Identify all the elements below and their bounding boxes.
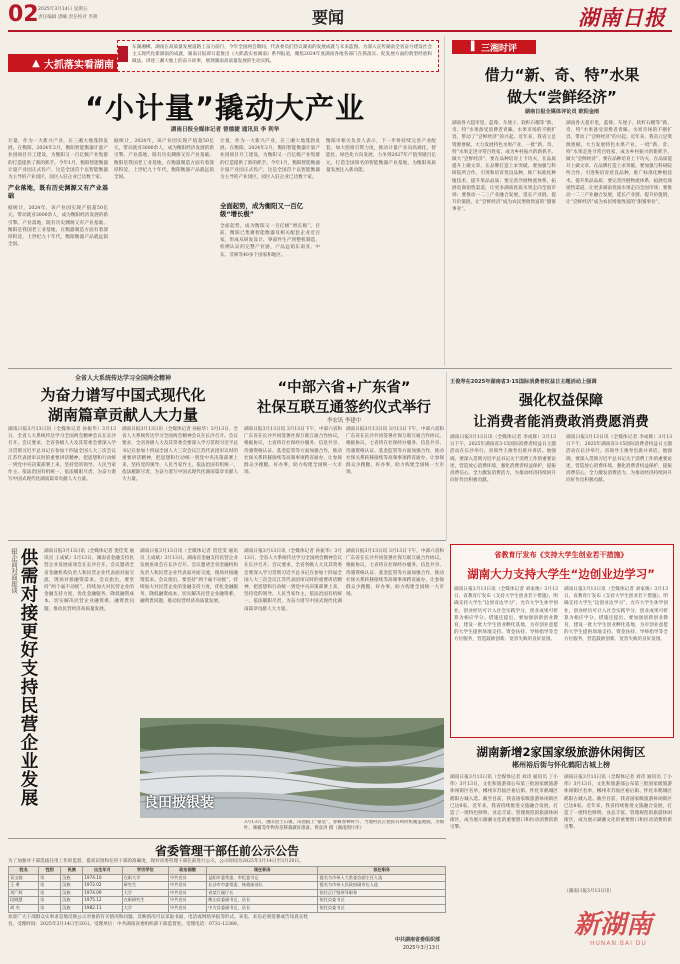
col-ethnicity: 民族 [61,867,83,875]
notice-issuer: 中共湖南省委组织部 [394,937,440,943]
date-line: 2025年3月14日 星期五 [38,7,88,12]
footer-line: （湖南日报3月13日讯） [564,889,615,894]
section-rule-1 [8,368,672,369]
boxed-text-2: 湖南日报3月13日讯（全媒体记者 刘家俊）3月13日，省教育厅发布《支持大学生创业若干措施》，明确支持大学生“边创业边学习”，允许大学生休学创业，创业经历可计入社会实践学分，创业成果可折算为相应学分。措施还提出，要加强创新创业教育，建设一批大学生创业孵化基地，为有创业意愿的大学生提供场地支持、资金扶持、导师指导等全方位服务，营造鼓励创新、宽容失败的良好氛围。 [564,587,668,643]
watermark-sub: HUNAN.BAI DU [590,940,647,947]
col-party: 政治面貌 [168,867,206,875]
column-tag-label: 三湘时评 [480,43,517,54]
editors-line: 责任编辑 唐曦 责任校对 李燕 [38,15,98,20]
table-row: 胡 杰 男 汉族 1982.11 大学 中共党员 中方县委副书记、县长 拟任县委书记 [9,904,446,912]
right-col-divider-2 [446,372,447,540]
tourism-subhead: 郴州裕后街与怀化鹤阳古城上榜 [512,761,610,769]
photo-caption: 3月13日，遵山县土石镇，田园披上“银装”，春耕春种时节，当地村民正抢抓有利时机覆盖地膜，为烟叶、辣椒等作物育苗移栽做好准备。黄彦涛 摄（湖南图片库） [244,820,444,831]
tourism-text-2: 湖南日报3月13日讯（全媒体记者 刘诗 通讯员 丁小伟）3月13日，文化和旅游部公布第三批国家级旅游休闲街区名单，郴州市苏仙区裕后街、怀化市鹤城区鹤阳古城入选。截至目前，我省国家级旅游休闲街区已达8家。近年来，我省持续推进文旅融合发展，打造了一批特色鲜明、业态丰富、管理规范的旅游休闲街区，成为展示湖湘文化的重要窗口和拉动消费的新引擎。 [564,775,672,831]
notice-footer: 欢迎广大干部群众实事求是地反映公示对象的有关情况和问题。反映情况可以采取书面、电话或网络举报等形式。来电、来信必须签署或告知真实姓名。受理时间：2025年3月14日至20日。受理单位：中共湖南省委组织部干部监督处。受理电话：0731-12380。 [8,915,308,928]
header-rule [8,30,672,32]
commentary-text-1: 湖南各大超市里，蓝莓、车厘子、软籽石榴等“新、奇、特”水果备受消费者青睐。水果市场的不断扩容，带动了“尝鲜经济”的兴起。近年来，我省立足资源禀赋，大力发展特色水果产业，一批“新、奇、特”水果走进寻常百姓家，成为乡村振兴的新抓手。做大“尝鲜经济”，要在品种培育上下功夫，在品质提升上做文章，在品牌打造上求突破。要加强与科研院所合作，引进和培育优良品种，推广标准化种植技术，提升果品品质；要完善冷链物流体系，拓展电商销售渠道，让更多湖南优质水果走向全国市场；要推动一二三产业融合发展，延长产业链、提升价值链，让“尝鲜经济”成为农民增收致富的“甜蜜事业”。 [452,121,556,213]
private-kicker-vertical: 银企面对面座谈 [10,548,18,594]
table-row: 刘广辉 男 汉族 1974.09 大学 中共党员 省某厅副厅长 拟任正厅级领导职务 [9,889,446,897]
crossborder-headline-2: 社保互联互通签约仪式举行 [257,400,431,416]
page-number: 02 [8,2,39,27]
lead-col-4: 衡阳市相关负责人表示，下一步将持续完善产业配套，加大招商引资力度，推动计量产业向高端化、智能化、绿色化方向发展，力争到2027年产值突破百亿元，打造全国知名的智能衡器产业基地，为衡阳高质量发展注入新动能。 [326,139,436,173]
tourism-headline: 湖南新增2家国家级旅游休闲街区 [476,745,646,759]
table-row: 王 勇 男 汉族 1972.02 研究生 中共党员 长沙市市委常委、统战部部长 提名为市州人民政府副市长人选 [9,882,446,890]
col-birth: 出生年月 [83,867,122,875]
section-rule-2 [8,540,446,541]
lead-headline: “小计量”撬动大产业 [84,91,366,125]
theory-headline-1: 为奋力谱写中国式现代化 [40,386,206,404]
boxed-kicker: 省教育厅发布《支持大学生创业若干措施》 [494,551,628,559]
tourism-text-1: 湖南日报3月13日讯（全媒体记者 刘诗 通讯员 丁小伟）3月13日，文化和旅游部公布第三批国家级旅游休闲街区名单，郴州市苏仙区裕后街、怀化市鹤城区鹤阳古城入选。截至目前，我省国家级旅游休闲街区已达8家。近年来，我省持续推进文旅融合发展，打造了一批特色鲜明、业态丰富、管理规范的旅游休闲街区，成为展示湖湘文化的重要窗口和拉动消费的新引擎。 [450,775,558,831]
lead-subhead-1: 产业落地，既有历史渊源又有产业基础 [8,185,108,201]
theory-headline-2: 湖南篇章贡献人大力量 [47,406,198,424]
section-title: 要闻 [312,8,345,27]
lead-subhead-2: 全面起势，成为衡阳又一百亿级“增长极” [220,202,304,219]
column-tag-icon: ▌ [471,42,478,52]
private-headline-vertical: 供需对接更好支持民营企业发展 [18,548,38,807]
consumer-headline-2: 让消费者能消费敢消费愿消费 [473,414,649,430]
newspaper-logo: 湖南日报 [578,5,666,30]
table-row: 段晓慧 男 汉族 1975.12 在职研究生 中共党员 衡山县委副书记、县长 拟任县委书记 [9,897,446,905]
lead-col-2: 据统计，2024年，该产业园实现产值超50亿元，带动就业3000余人，成为衡阳经济发展的新引擎。产业落地，既有历史渊源又有产业基础。衡阳是我国老工业基地，在衡器制造方面有着深厚积淀，上世纪九十年代，衡阳衡器产品就远销全国。 [114,139,214,181]
lead-byline: 湖南日报全媒体记者 曾德捷 通讯员 李 利华 [170,127,280,133]
col-gender: 性别 [39,867,61,875]
lead-col-3: 全面起势，成为衡阳又一百亿级“增长极”。目前，衡阳已集聚智能衡器及相关配套企业近百家，形成从研发设计、零部件生产到整机制造、检测认证的完整产业链，产品远销东南亚、中东、非洲等40多个国家和地区。 [220,223,320,258]
lead-col-3-top: 计量，作为一大新兴产业，在三湘大地蓬勃发展。在衡阳，2024年2月，衡阳智能衡器计量产业园项目开工建设，为衡阳又一百亿级产业集群的打造提供了新的抓手。今年1月，衡阳智能衡器计量产业园正式投产，这是全国首个以智能衡器为主导的产业园区，园区入驻企业已达数十家。 [220,139,320,181]
lead-col-3-wrap [220,138,320,363]
commentary-byline: 湖南日报全媒体评论员 欧阳金雨 [524,109,600,115]
intro-badge [118,46,128,62]
private-text-1: 湖南日报3月13日讯（全媒体记者 贺佳雯 通讯员 王成斌）3月13日，湖南省金融支持民营企业发展座谈会在长沙召开。会议邀请全省金融机构负责人和民营企业代表面对面交流，现场对接融资需求。会议指出，要坚持“两个毫不动摇”，持续加大对民营企业的金融支持力度，优化金融服务，降低融资成本，切实解决民营企业融资难、融资贵问题，推动民营经济高质量发展。 [44,549,134,612]
right-col-divider [444,36,445,366]
notice-issue-date: 2025年3月13日 [402,945,440,951]
section-rule-3 [8,838,446,839]
commentary-headline-1: 借力“新、奇、特”水果 [484,66,640,84]
theory-text-2: 湖南日报3月13日讯（全媒体记者 孙振华）3月13日，全省人大系统传达学习全国两会精神会议在长沙召开。会议要求，全省各级人大及其常委会要深入学习贯彻习近平总书记在参加十四届全国人大三次会议江苏代表团审议时的重要讲话精神，把思想和行动统一到党中央决策部署上来，坚持党的领导、人民当家作主、依法治国有机统一，依法履职尽责，为奋力谱写中国式现代化湖南篇章贡献人大力量。 [122,427,238,483]
commentary-text-2: 湖南各大超市里，蓝莓、车厘子、软籽石榴等“新、奇、特”水果备受消费者青睐。水果市场的不断扩容，带动了“尝鲜经济”的兴起。近年来，我省立足资源禀赋，大力发展特色水果产业，一批“新、奇、特”水果走进寻常百姓家，成为乡村振兴的新抓手。做大“尝鲜经济”，要在品种培育上下功夫，在品质提升上做文章，在品牌打造上求突破。要加强与科研院所合作，引进和培育优良品种，推广标准化种植技术，提升果品品质；要完善冷链物流体系，拓展电商销售渠道，让更多湖南优质水果走向全国市场；要推动一二三产业融合发展，延长产业链、提升价值链，让“尝鲜经济”成为农民增收致富的“甜蜜事业”。 [566,121,672,206]
col-proposed-post: 拟任职务 [318,867,446,875]
photo-title-overlay: 良田披银装 [144,795,214,811]
col-education: 学历学位 [122,867,168,875]
notice-intro: 为了加强对干部选拔任用工作的监督，提高识别和任用干部的准确度，现对省委管理干部任前进行公示，公示时间为2025年3月14日至3月20日。 [8,859,304,864]
col-name: 姓名 [9,867,39,875]
boxed-headline: 湖南大力支持大学生“边创业边学习” [467,567,655,581]
table-row: 袁文骏 男 汉族 1974.10 在职大学 中共党员 益阳市委常委、市纪委书记 提名为市州人大常委会副主任人选 [9,874,446,882]
commentary-headline-2: 做大“尝鲜经济” [507,88,617,106]
boxed-text-1: 湖南日报3月13日讯（全媒体记者 刘家俊）3月13日，省教育厅发布《支持大学生创业若干措施》，明确支持大学生“边创业边学习”，允许大学生休学创业，创业经历可计入社会实践学分，创业成果可折算为相应学分。措施还提出，要加强创新创业教育，建设一批大学生创业孵化基地，为有创业意愿的大学生提供场地支持、资金扶持、导师指导等全方位服务，营造鼓励创新、宽容失败的良好氛围。 [454,587,558,643]
crossborder-text-2: 湖南日报3月13日讯 3月13日下午，中部六省和广东省在长沙共同签署社保互联互通合作协议。根据协议，七省将在社保经办服务、信息共享、待遇资格认证、基金监管等方面加强合作，推动社保关系转移接续等高频事项跨省通办，让参保群众少跑腿、好办事，助力构建全国统一大市场。 [346,427,444,476]
notice-table [8,866,446,913]
consumer-text-2: 湖南日报3月13日讯（全媒体记者 李成辉）3月13日下午，2025年湖南省3·15国际消费者权益日主题活动在长沙举行。省领导王俊寿出席并讲话。他强调，要深入贯彻习近平总书记关于消费工作的重要论述，营造放心消费环境，强化消费者权益保护，提振消费信心，全力激发消费活力，为推动经济持续回升向好作出积极贡献。 [566,435,672,484]
crossborder-text-1: 湖南日报3月13日讯 3月13日下午，中部六省和广东省在长沙共同签署社保互联互通合作协议。根据协议，七省将在社保经办服务、信息共享、待遇资格认证、基金监管等方面加强合作，推动社保关系转移接续等高频事项跨省通办，让参保群众少跑腿、好办事，助力构建全国统一大市场。 [244,427,342,476]
theory-text-1: 湖南日报3月13日讯（全媒体记者 孙振华）3月13日，全省人大系统传达学习全国两会精神会议在长沙召开。会议要求，全省各级人大及其常委会要深入学习贯彻习近平总书记在参加十四届全国人大三次会议江苏代表团审议时的重要讲话精神，把思想和行动统一到党中央决策部署上来，坚持党的领导、人民当家作主、依法治国有机统一，依法履职尽责，为奋力谱写中国式现代化湖南篇章贡献人大力量。 [8,427,116,483]
private-text-4: 湖南日报3月13日讯 3月13日下午，中部六省和广东省在长沙共同签署社保互联互通合作协议。根据协议，七省将在社保经办服务、信息共享、待遇资格认证、基金监管等方面加强合作，推动社保关系转移接续等高频事项跨省通办，让参保群众少跑腿、好办事，助力构建全国统一大市场。 [346,549,444,598]
series-tag-icon: ▲ [32,57,40,69]
crossborder-headline-1: “中部六省+广东省” [277,380,411,396]
photo-credit: 黄彦涛 摄（湖南图片库） [314,825,364,831]
column-tag [452,40,536,54]
col-current-post: 现任职务 [207,867,318,875]
theory-kicker: 全省人大系统传达学习全国两会精神 [74,375,171,382]
notice-headline: 省委管理干部任前公示公告 [154,844,299,858]
consumer-text-1: 湖南日报3月13日讯（全媒体记者 李成辉）3月13日下午，2025年湖南省3·15国际消费者权益日主题活动在长沙举行。省领导王俊寿出席并讲话。他强调，要深入贯彻习近平总书记关于消费工作的重要论述，营造放心消费环境，强化消费者权益保护，提振消费信心，全力激发消费活力，为推动经济持续回升向好作出积极贡献。 [450,435,556,484]
terraced-field-photo [140,718,444,818]
lead-col-1: 计量，作为一大新兴产业，在三湘大地蓬勃发展。在衡阳，2024年2月，衡阳智能衡器计量产业园项目开工建设，为衡阳又一百亿级产业集群的打造提供了新的抓手。今年1月，衡阳智能衡器计量产业园正式投产，这是全国首个以智能衡器为主导的产业园区，园区入驻企业已达数十家。 产业落地，既有历史渊源又有产业基础 据统计，2024年，该产业园实现产值超50亿元，带动就业3000余人，成为衡阳经济发展的新引擎。产业落地，既有历史渊源又有产业基础。衡阳是我国老工业基地，在衡器制造方面有着深厚积淀，上世纪九十年代，衡阳衡器产品就远销全国。 [8,139,108,248]
notice-header-row [9,867,446,875]
private-text-2: 湖南日报3月13日讯（全媒体记者 贺佳雯 通讯员 王成斌）3月13日，湖南省金融支持民营企业发展座谈会在长沙召开。会议邀请全省金融机构负责人和民营企业代表面对面交流，现场对接融资需求。会议指出，要坚持“两个毫不动摇”，持续加大对民营企业的金融支持力度，优化金融服务，降低融资成本，切实解决民营企业融资难、融资贵问题，推动民营经济高质量发展。 [140,549,238,605]
consumer-headline-1: 强化权益保障 [519,393,603,409]
watermark-logo: 新湖南 [574,910,653,940]
crossborder-byline: 李宏讯 李建中 [326,418,362,424]
consumer-kicker: 王俊寿在2025年湖南省3·15国际消费者权益日主题活动上强调 [450,379,597,385]
private-text-3: 湖南日报3月13日讯（全媒体记者 孙振华）3月13日，全省人大系统传达学习全国两会精神会议在长沙召开。会议要求，全省各级人大及其常委会要深入学习贯彻习近平总书记在参加十四届全国人大三次会议江苏代表团审议时的重要讲话精神，把思想和行动统一到党中央决策部署上来，坚持党的领导、人民当家作主、依法治国有机统一，依法履职尽责，为奋力谱写中国式现代化湖南篇章贡献人大力量。 [244,549,342,612]
series-tag-label: 大抓落实看湖南 [43,59,114,71]
intro-text: 东湖湘郴，湖南在高质量发展道路上奋力前行，今年全国两会期间，代表委员们热议湖南的发展成就与未来蓝图。为深入宣传湖南全省奋力建设社会主义现代化新湖南的成就，湖南日报即日起推出《大抓落实看湖南》系列报道，聚焦2024年度湖南各地各部门在抓落实、促发展方面的典型经验和做法，讲述三湘大地上的奋斗故事，展现湖南高质量发展的生动实践。 [132,45,432,65]
